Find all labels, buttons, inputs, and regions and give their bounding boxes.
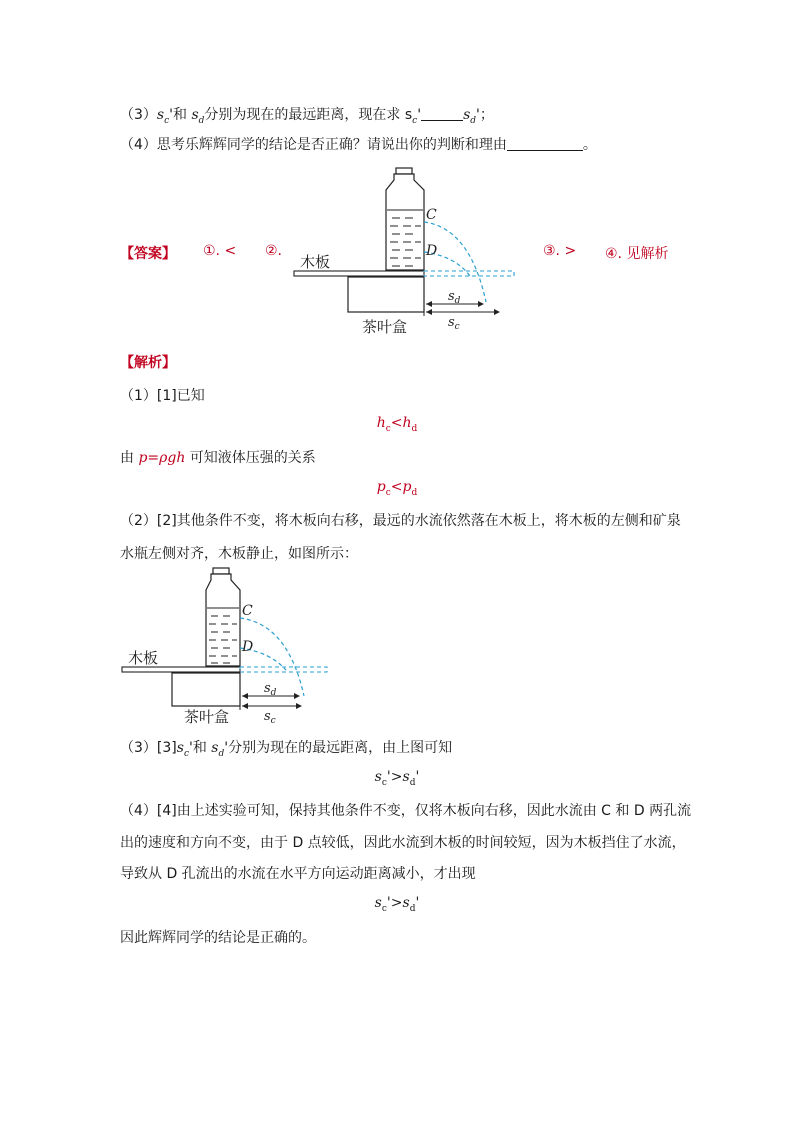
- q3-rest-sub: c: [412, 115, 418, 126]
- experiment-figure-1: [290, 166, 520, 338]
- formula-h: $h_c<h_d$: [376, 415, 418, 434]
- analysis-p3-line1: （2）[2]其他条件不变，将木板向右移，最远的水流依然落在木板上，将木板的左侧和矿泉: [120, 513, 681, 529]
- stream-c: [240, 618, 304, 696]
- q3-tail-sd: s: [463, 107, 471, 123]
- board-label: 木板: [128, 649, 159, 667]
- q3-tail-sd-sub: d: [470, 115, 477, 126]
- sd-label: $s_d$: [448, 289, 461, 306]
- board-label: 木板: [300, 253, 331, 271]
- analysis-p1: （1）[1]已知: [120, 388, 205, 404]
- question-4: [120, 134, 597, 154]
- rho-g-h-formula: p=ρgh: [138, 450, 186, 466]
- bottle-body: [206, 574, 240, 666]
- sc-label: $s_c$: [448, 315, 460, 332]
- analysis-label: 【解析】: [120, 355, 176, 371]
- tea-box: [348, 277, 424, 312]
- point-c-label: C: [242, 603, 253, 619]
- analysis-p3-line2: 水瓶左侧对齐，木板静止，如图所示：: [120, 546, 358, 562]
- board: [294, 271, 424, 276]
- answer-2: ②.: [265, 243, 283, 259]
- q4-end: 。: [582, 137, 597, 153]
- tea-box: [172, 673, 240, 706]
- experiment-figure-2: [118, 566, 333, 728]
- analysis-conclusion: 因此辉辉同学的结论是正确的。: [120, 930, 316, 946]
- q3-answer-blank[interactable]: [421, 106, 463, 121]
- analysis-p2: 由 p=ρgh 可知液体压强的关系: [120, 450, 316, 466]
- analysis-p5-line1: （4）[4]由上述实验可知，保持其他条件不变，仅将木板向右移，因此水流由 C 和 D 两孔流: [120, 803, 692, 819]
- q4-answer-blank[interactable]: [507, 136, 583, 151]
- sd-label: $s_d$: [264, 681, 277, 698]
- sc-label: $s_c$: [264, 709, 276, 726]
- box-label: 茶叶盒: [362, 318, 408, 336]
- q3-sd: s: [191, 107, 199, 123]
- answer-3: ③. >: [543, 243, 577, 259]
- point-d-label: D: [242, 639, 254, 655]
- q3-rest: 分别为现在的最远距离，现在求 s: [204, 107, 413, 123]
- formula-s-2: $s_c'>s_d'$: [374, 895, 420, 914]
- bottle-cap: [213, 568, 229, 574]
- box-label: 茶叶盒: [184, 708, 230, 726]
- q3-sc-sub: c: [164, 115, 170, 126]
- point-c-label: C: [426, 207, 437, 223]
- point-d-label: D: [426, 243, 438, 259]
- q4-text: （4）思考乐辉辉同学的结论是否正确？请说出你的判断和理由: [120, 137, 507, 153]
- formula-p: $p_c<p_d$: [376, 479, 418, 498]
- board-extension: [240, 667, 327, 672]
- q3-tail: '；: [476, 107, 494, 123]
- q3-mid: '和: [169, 107, 192, 123]
- q3-sc: s: [156, 107, 165, 123]
- answer-label: 【答案】: [120, 246, 176, 262]
- bottle-body: [386, 174, 424, 270]
- analysis-p4: $(3)[3]s_c'$和 $s_d'$分别为现在的最远距离，由上图可知: [120, 740, 453, 759]
- answer-1: ①. <: [203, 243, 237, 259]
- board: [122, 667, 240, 672]
- q3-rest2: ': [417, 107, 422, 123]
- stream-c: [424, 222, 486, 302]
- formula-s-1: $s_c'>s_d'$: [374, 769, 420, 788]
- answer-4: ④. 见解析: [605, 246, 669, 262]
- analysis-p5-line2: 出的速度和方向不变，由于 D 点较低，因此水流到木板的时间较短，因为木板挡住了水流，: [120, 835, 686, 851]
- q3-prefix: （3）: [120, 107, 157, 123]
- question-3: [120, 104, 494, 126]
- bottle-cap: [396, 168, 412, 174]
- analysis-p5-line3: 导致从 D 孔流出的水流在水平方向运动距离减小，才出现: [120, 866, 476, 882]
- q3-sd-sub: d: [198, 115, 205, 126]
